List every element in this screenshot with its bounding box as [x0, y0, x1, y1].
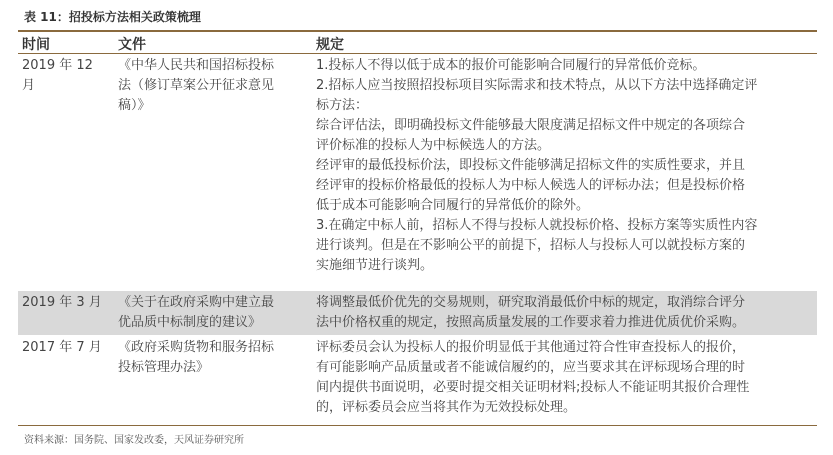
row-provision: 评标委员会认为投标人的报价明显低于其他通过符合性审查投标人的报价， 有可能影响产品质量或者不能诚信履约的，应当要求其在评标现场合理的时 间内提供书面说明，必要时提交相关证明材料;投标人不能证明其报价合理性 的，评标委员会应当将其作为无效投标处理。	[316, 340, 750, 415]
row-provision: 1.投标人不得以低于成本的报价可能影响合同履行的异常低价竞标。 2.招标人应当按照招投标项目实际需求和技术特点，从以下方法中选择确定评 标方法： 综合评估法，即明确投标文件能够最大限度满足招标文件中规定的各项综合 评价标准的投标人为中标候选人的方法。 经评审的最低投标价法，即投标文件能够满足招标文件的实质性要求，并且 经评审的投标价格最低的投标人为中标人候选人的评标办法；但是投标价格 低于成本可能影响合同履行的异常低价的除外。 3.在确定中标人前，招标人不得与投标人就投标价格、投标方案等实质性内容 进行谈判。但是在不影响公平的前提下，招标人与投标人可以就投标方案的 实施细节进行谈判。	[316, 58, 758, 273]
header-date: 时间	[22, 37, 50, 53]
table-row	[18, 336, 817, 422]
table-row-highlighted	[18, 291, 817, 335]
table-title: 表 11：招投标方法相关政策梳理	[24, 10, 201, 24]
bottom-rule	[18, 425, 817, 426]
row-document: 《政府采购货物和服务招标 投标管理办法》	[118, 340, 275, 375]
header-document: 文件	[118, 37, 146, 53]
header-provision: 规定	[316, 37, 344, 53]
table-row	[18, 54, 817, 290]
row-provision: 将调整最低价优先的交易规则，研究取消最低价中标的规定，取消综合评分 法中价格权重的规定，按照高质量发展的工作要求着力推进优质优价采购。	[316, 295, 746, 330]
row-document: 《中华人民共和国招标投标 法（修订草案公开征求意见 稿）》	[118, 58, 275, 113]
source-note: 资料来源：国务院、国家发改委，天风证券研究所	[24, 435, 244, 446]
row-document: 《关于在政府采购中建立最 优品质中标制度的建议》	[118, 295, 275, 330]
row-date: 2017 年 7 月	[22, 340, 102, 355]
row-date: 2019 年 12 月	[22, 58, 93, 93]
row-date: 2019 年 3 月	[22, 295, 102, 310]
table-header	[18, 32, 817, 54]
